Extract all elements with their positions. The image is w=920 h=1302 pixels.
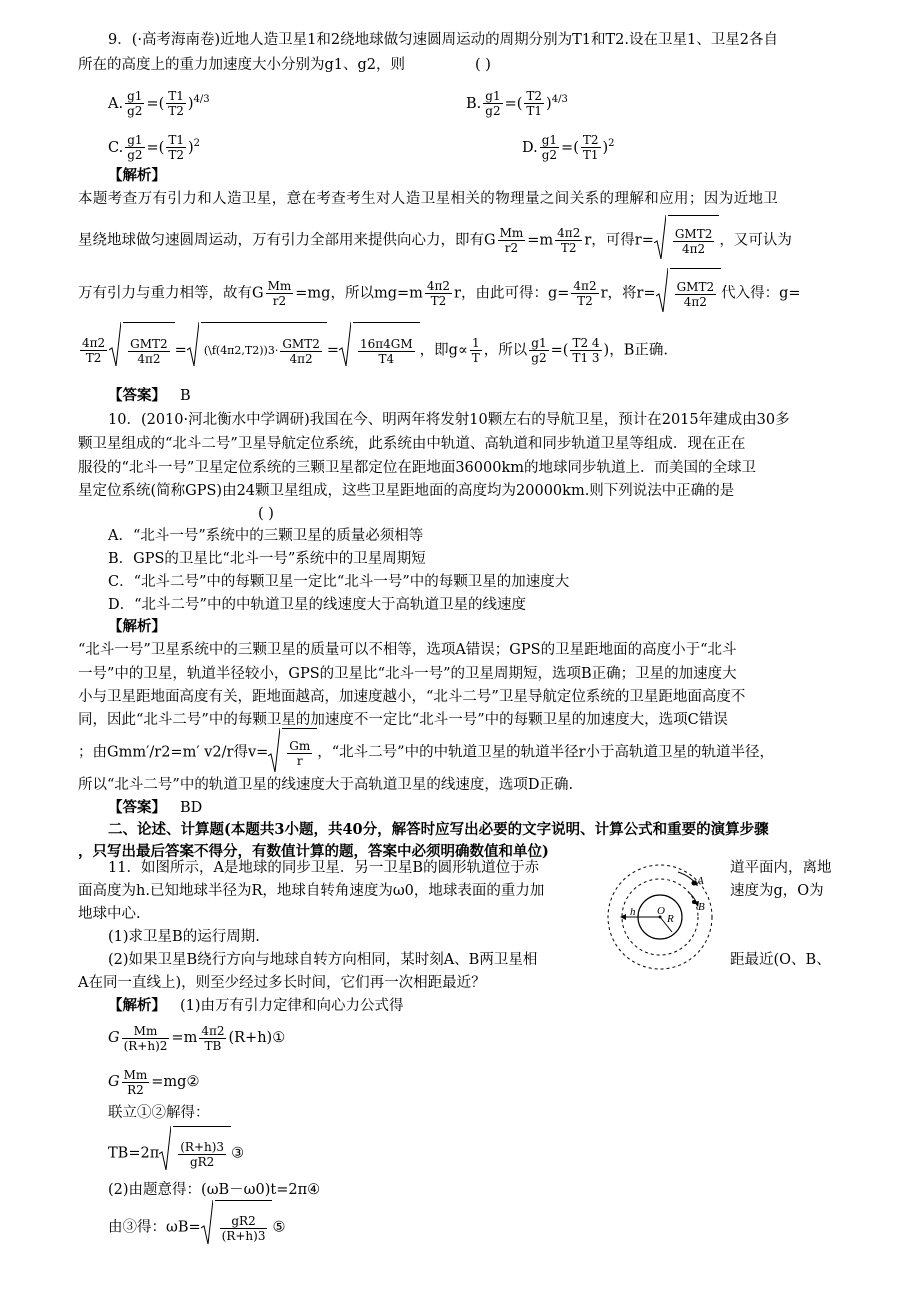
q10-line4: 星定位系统(简称GPS)由24颗卫星组成，这些卫星距地面的高度均为20000km.则下列说法中正确的是 — [78, 483, 735, 499]
q11-line6: A在同一直线上)，则至少经过多长时间，它们再一次相距最近？ — [78, 975, 486, 991]
label-h: h — [630, 906, 636, 918]
q9-analysis-line2: 星绕地球做匀速圆周运动，万有引力全部用来提供向心力，即有G $\frac{Mm}{r2}$ =m $\frac{4\pi 2}{T2}$ r，可得r= $\frac{\text{GMT2}}{4\pi 2}$ ，又可认为 — [78, 215, 792, 265]
q10-answer: 【答案】 BD — [108, 799, 203, 816]
q10-analysis-line5: ；由Gmm′/r2=m′ v2/r得v= $\frac{Gm}{r}$ ，“北斗二号”中的中轨道卫星的轨道半径r小于高轨道卫星的轨道半径， — [78, 728, 774, 776]
q10-analysis-label: 【解析】 — [108, 618, 166, 635]
q10-analysis-line3: 小与卫星距地面高度有关，距地面越高，加速度越小，“北斗二号”卫星导航定位系统的卫星距地面高度不 — [78, 689, 746, 705]
q9-option-a: A. $\frac{g1}{g2}$ =( $\frac{T1}{T2}$ )$^{4/3}$ — [108, 89, 210, 119]
q9-analysis-line1: 本题考查万有引力和人造卫星，意在考查考生对人造卫星相关的物理量之间关系的理解和应用；因为近地卫 — [78, 191, 779, 207]
q11-line2: 面高度为h.已知地球半径为R，地球自转角速度为ω0，地球表面的重力加 — [78, 883, 545, 899]
q9-option-b: B. $\frac{g1}{g2}$ =( $\frac{T2}{T1}$ )$^{4/3}$ — [466, 89, 568, 119]
q10-line3: 服役的“北斗一号”卫星定位系统的三颗卫星都定位在距地面36000km的地球同步轨道上．而美国的全球卫 — [78, 460, 756, 476]
q11-line2-right: 速度为g，O为 — [730, 883, 824, 899]
q11-line1: 11．如图所示，A是地球的同步卫星．另一卫星B的圆形轨道位于赤 — [108, 860, 540, 876]
q9-line2: 所在的高度上的重力加速度大小分别为g1、g2，则 ( ) — [78, 57, 491, 73]
q9-answer: 【答案】 B — [108, 387, 191, 404]
orbit-figure — [600, 862, 720, 972]
q11-line3: 地球中心. — [78, 906, 141, 922]
q10-line2: 颗卫星组成的“北斗二号”卫星导航定位系统，此系统由中轨道、高轨道和同步轨道卫星等组成．现在正在 — [78, 436, 746, 452]
q11-combine: 联立①②解得： — [108, 1105, 210, 1121]
label-o: O — [657, 905, 665, 917]
q9-line1: 9．(·高考海南卷)近地人造卫星1和2绕地球做匀速圆周运动的周期分别为T1和T2.设在卫星1、卫星2各自 — [108, 32, 778, 48]
q11-line4: (1)求卫星B的运行周期. — [108, 929, 260, 945]
q10-option-b: B．GPS的卫星比“北斗一号”系统中的卫星周期短 — [108, 551, 426, 567]
q10-line1: 10．(2010·河北衡水中学调研)我国在今、明两年将发射10颗左右的导航卫星，预计在2015年建成由30多 — [108, 412, 790, 428]
q11-eq2: G $\frac{Mm}{R2}$ =mg② — [108, 1067, 200, 1097]
q9-option-d: D. $\frac{g1}{g2}$ =( $\frac{T2}{T1}$ )$^2$ — [522, 133, 615, 163]
section2-line1: 二、论述、计算题(本题共3小题，共40分，解答时应写出必要的文字说明、计算公式和重要的演算步骤 — [108, 821, 769, 838]
q11-eq4: (2)由题意得：(ωB－ω0)t=2π④ — [108, 1182, 321, 1198]
q10-option-c: C．“北斗二号”中的每颗卫星一定比“北斗一号”中的每颗卫星的加速度大 — [108, 574, 570, 590]
q11-analysis: 【解析】 (1)由万有引力定律和向心力公式得 — [108, 997, 404, 1014]
q10-analysis-line6: 所以“北斗二号”中的轨道卫星的线速度大于高轨道卫星的线速度，选项D正确. — [78, 777, 574, 793]
q10-option-a: A．“北斗一号”系统中的三颗卫星的质量必须相等 — [108, 528, 424, 544]
q11-eq5: 由③得：ωB= $\frac{gR2}{(R+h)3}$ ⑤ — [108, 1200, 285, 1254]
q10-analysis-line4: 同，因此“北斗二号”中的每颗卫星的加速度不一定比“北斗一号”中的每颗卫星的加速度大，选项C错误 — [78, 712, 728, 728]
q11-line5: (2)如果卫星B绕行方向与地球自转方向相同，某时刻A、B两卫星相 — [108, 952, 538, 968]
label-b: B — [698, 901, 705, 913]
q11-line5-right: 距最近(O、B、 — [730, 952, 831, 968]
q9-analysis-label: 【解析】 — [108, 167, 166, 184]
section2-line2: ，只写出最后答案不得分，有数值计算的题，答案中必须明确数值和单位) — [78, 843, 549, 860]
q9-option-c: C. $\frac{g1}{g2}$ =( $\frac{T1}{T2}$ )$^2$ — [108, 133, 201, 163]
q10-option-d: D．“北斗二号”中的中轨道卫星的线速度大于高轨道卫星的线速度 — [108, 597, 526, 613]
q10-analysis-line2: 一号”中的卫星，轨道半径较小，GPS的卫星比“北斗一号”的卫星周期短，选项B正确；卫星的加速度大 — [78, 666, 737, 682]
q11-eq3: TB=2π $\frac{(R+h)3}{gR2}$ ③ — [108, 1126, 244, 1180]
q11-eq1: G $\frac{Mm}{(R+h)2}$ =m $\frac{4\pi 2}{TB}$ (R+h)① — [108, 1023, 286, 1053]
label-r: R — [667, 913, 674, 925]
q9-analysis-line3: 万有引力与重力相等，故有G $\frac{Mm}{r2}$ =mg，所以mg=m $\frac{4\pi 2}{T2}$ r，由此可得：g= $\frac{4\pi 2}{T2}$ r，将r= $\frac{\text{GMT2}}{4\pi 2}$ 代入得：g= — [78, 268, 801, 318]
q11-line1-right: 道平面内，离地 — [730, 860, 832, 876]
label-a: A — [697, 875, 704, 887]
q10-paren: ( ) — [258, 506, 274, 522]
q10-analysis-line1: “北斗一号”卫星系统中的三颗卫星的质量可以不相等，选项A错误；GPS的卫星距地面的高度小于“北斗 — [78, 642, 737, 658]
q9-analysis-line4: $\frac{4\pi 2}{T2}$ $\frac{\text{GMT2}}{4\pi 2}$ = (\f(4π2,T2))3· $\frac{\text{GMT2}}{4\pi 2}$ = $\frac{16\pi 4GM}{T4}$ ，即g∝ $\frac{1}{T}$ ，所以 $\frac{g1}{g2}$ =( $\frac{T2 4}{T1 3}$ )，B正确. — [78, 322, 668, 378]
